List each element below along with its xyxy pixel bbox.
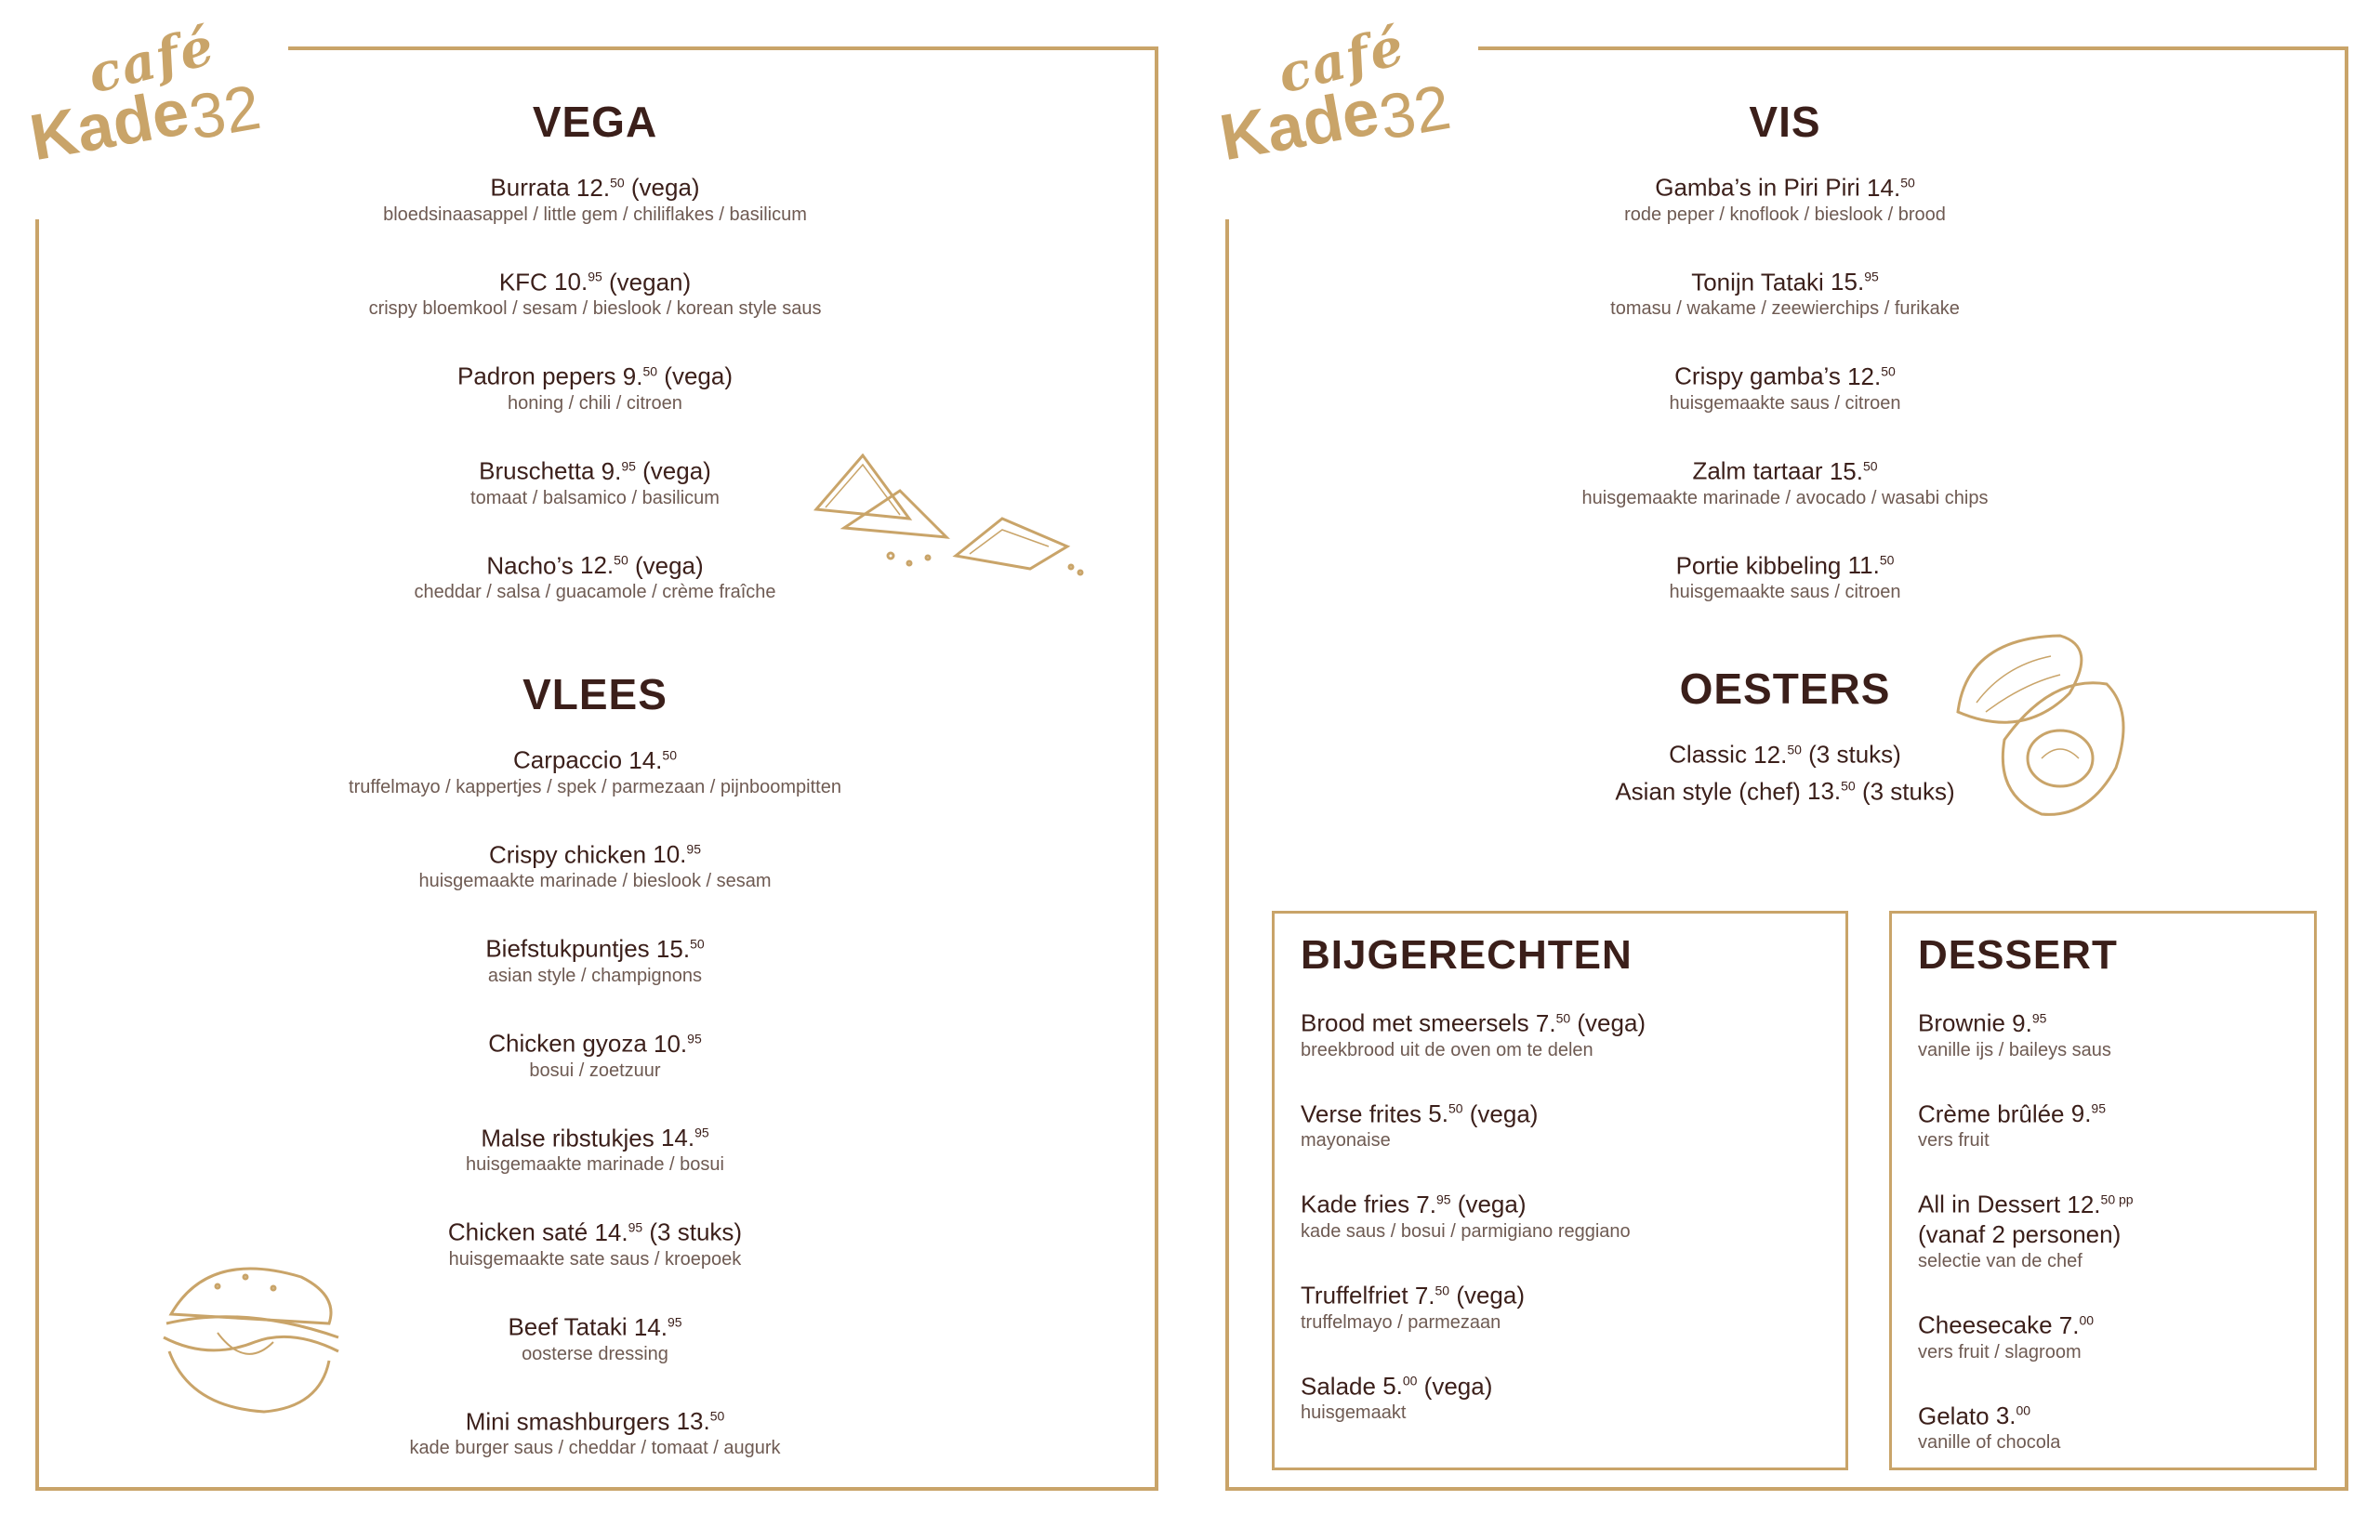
menu-item: [0, 1118, 1190, 1178]
item-price-cents: 50: [1435, 1282, 1450, 1297]
item-name: Padron pepers: [457, 362, 623, 390]
item-price-cents: 50: [662, 747, 677, 762]
item-name-line: [1918, 1396, 2288, 1431]
logo-kade: Kade: [1214, 74, 1384, 175]
item-name-line: [1918, 1094, 2288, 1129]
item-price-cents: 95: [588, 269, 602, 284]
item-price: 9.95: [601, 456, 636, 485]
item-name: Crème brûlée: [1918, 1099, 2071, 1128]
logo-kade: Kade: [24, 74, 194, 175]
item-price-cents: 50: [614, 552, 628, 568]
item-description: huisgemaakte marinade / bieslook / sesam: [418, 871, 772, 892]
item-name-line: [1918, 1305, 2288, 1340]
section-vis: [1190, 97, 2380, 639]
item-price-cents: 95: [686, 841, 701, 857]
item-name: Cheesecake: [1918, 1310, 2059, 1339]
item-price: 7.50: [1535, 1008, 1571, 1037]
item-name-line: [0, 356, 1190, 391]
item-suffix: (vega): [635, 456, 711, 485]
item-name: Gamba’s in Piri Piri: [1655, 173, 1868, 202]
item-price-cents: 95: [1864, 269, 1879, 284]
item-price: 7.50: [1414, 1281, 1450, 1310]
frame-edge-bottom: [1225, 1487, 2348, 1491]
menu-page-right: [1190, 0, 2380, 1540]
item-description: kade burger saus / cheddar / tomaat / augurk: [409, 1438, 781, 1459]
bijgerechten-items: [1301, 1003, 1819, 1425]
item-name-line: [1190, 734, 2380, 770]
menu-item: [1190, 771, 2380, 807]
item-name: Verse frites: [1301, 1099, 1429, 1128]
item-description: kade saus / bosui / parmigiano reggiano: [1301, 1220, 1631, 1242]
section-title: VLEES: [522, 670, 668, 718]
item-price: 10.95: [654, 1029, 702, 1058]
item-description: vanille ijs / baileys saus: [1918, 1039, 2111, 1060]
menu-item: [1190, 262, 2380, 322]
item-name: Tonijn Tataki: [1691, 268, 1831, 296]
menu-item: [1918, 1003, 2288, 1062]
item-price-cents: 95: [1435, 1191, 1451, 1207]
box-dessert: [1889, 911, 2317, 1470]
item-price: 12.50: [1847, 362, 1896, 390]
item-name-line: [0, 835, 1190, 870]
item-price: 11.50: [1847, 551, 1895, 580]
menu-item: [0, 262, 1190, 322]
menu-item: [1190, 167, 2380, 227]
logo-cafe: café: [1272, 15, 1412, 106]
item-description: selectie van de chef: [1918, 1250, 2082, 1271]
oesters-items: [1190, 734, 2380, 806]
item-suffix: (3 stuks): [1855, 777, 1955, 806]
menu-item: [0, 356, 1190, 415]
item-name: All in Dessert: [1918, 1190, 2068, 1218]
item-price-cents: 50: [642, 363, 658, 379]
item-name: Zalm tartaar: [1692, 456, 1830, 485]
item-description: vers fruit: [1918, 1130, 1990, 1152]
item-price: 14.95: [660, 1124, 709, 1152]
item-suffix: (vega): [1450, 1190, 1527, 1218]
item-name-line: [0, 928, 1190, 964]
item-suffix: (vega): [1417, 1372, 1493, 1401]
item-price-cents: 95: [2031, 1010, 2047, 1025]
menu-item: [1301, 1366, 1819, 1426]
item-price: 15.50: [655, 934, 705, 963]
menu-item: [0, 1023, 1190, 1083]
item-price-cents: 50: [1879, 552, 1895, 568]
item-name: Chicken gyoza: [488, 1029, 654, 1058]
item-price: 12.$^{50 pp}$: [2067, 1190, 2134, 1218]
item-name-line: [0, 1212, 1190, 1247]
item-price: 14.95: [633, 1312, 682, 1341]
item-description: huisgemaakte sate saus / kroepoek: [448, 1248, 742, 1270]
menu-item: [1190, 451, 2380, 510]
item-name: Beef Tataki: [508, 1312, 634, 1341]
item-description: mayonaise: [1301, 1130, 1391, 1152]
item-name-line: [1918, 1003, 2288, 1038]
item-name-line: [1301, 1094, 1819, 1129]
item-price: 12.50: [575, 173, 625, 202]
logo-number: 32: [1373, 72, 1456, 153]
item-description: huisgemaakte marinade / bosui: [466, 1154, 724, 1176]
item-name: Nacho’s: [486, 551, 581, 580]
item-name-line: [1918, 1184, 2288, 1219]
item-suffix: (3 stuks): [642, 1218, 743, 1246]
item-description: huisgemaakte saus / citroen: [1669, 582, 1901, 603]
item-price-cents: 00: [2079, 1311, 2095, 1327]
item-price-cents: 95: [694, 1125, 709, 1140]
item-description: bosui / zoetzuur: [529, 1060, 661, 1081]
item-price: 12.50: [1753, 740, 1802, 769]
item-price-cents: 95: [621, 457, 636, 473]
item-name-line: [1190, 451, 2380, 486]
item-price: 5.00: [1382, 1372, 1418, 1401]
item-price: 9.95: [2070, 1099, 2106, 1128]
menu-item: [1918, 1094, 2288, 1153]
item-description: vers fruit / slagroom: [1918, 1341, 2082, 1362]
item-price-cents: 95: [667, 1313, 682, 1329]
item-name: Biefstukpuntjes: [485, 934, 656, 963]
item-price: 14.50: [1867, 173, 1915, 202]
item-name: Carpaccio: [512, 745, 629, 774]
menu-item: [1918, 1396, 2288, 1455]
item-description: breekbrood uit de oven om te delen: [1301, 1039, 1593, 1060]
oysters-illustration: [1949, 628, 2135, 823]
item-description: cheddar / salsa / guacamole / crème fraîche: [414, 582, 776, 603]
menu-item: [0, 740, 1190, 799]
item-name: Crispy chicken: [488, 840, 654, 869]
item-name-line: [1190, 167, 2380, 203]
menu-item: [1301, 1094, 1819, 1153]
item-description: truffelmayo / kappertjes / spek / parmezaan / pijnboompitten: [349, 776, 841, 797]
item-price-cents: 50: [610, 175, 625, 190]
item-name: Brood met smeersels: [1301, 1008, 1536, 1037]
item-price: 7.95: [1416, 1190, 1451, 1218]
item-name-line: [1301, 1366, 1819, 1402]
logo-number: 32: [183, 72, 266, 153]
menu-item: [1301, 1003, 1819, 1062]
item-suffix: (vega): [1462, 1099, 1539, 1128]
item-name: KFC: [498, 268, 555, 296]
item-name: Salade: [1301, 1372, 1383, 1401]
item-description: rode peper / knoflook / bieslook / brood: [1624, 204, 1946, 225]
item-description: oosterse dressing: [522, 1343, 668, 1364]
frame-edge-top: [288, 46, 1158, 50]
item-price: 14.50: [628, 745, 677, 774]
item-description: honing / chili / citroen: [508, 392, 682, 414]
item-price: 5.50: [1428, 1099, 1463, 1128]
item-price-cents: 50: [1900, 175, 1915, 190]
item-price-cents: 50: [1448, 1100, 1463, 1116]
item-name: Portie kibbeling: [1675, 551, 1848, 580]
item-name-line: [0, 167, 1190, 203]
item-price: 13.50: [1806, 777, 1856, 806]
item-description: huisgemaakt: [1301, 1402, 1407, 1424]
menu-item: [1918, 1305, 2288, 1364]
item-name: Classic: [1669, 740, 1754, 769]
item-price-cents: 50: [1862, 457, 1878, 473]
item-name-line: [1301, 1275, 1819, 1310]
item-name-line: [1190, 356, 2380, 391]
item-description: tomaat / balsamico / basilicum: [470, 487, 720, 508]
item-price-cents: 50: [709, 1408, 725, 1424]
item-price: 13.50: [676, 1407, 725, 1436]
item-price: 9.50: [622, 362, 658, 390]
menu-item: [1301, 1275, 1819, 1335]
item-name: Asian style (chef): [1615, 777, 1807, 806]
menu-item: [1190, 546, 2380, 605]
item-price: 7.00: [2058, 1310, 2095, 1339]
item-price-cents: 95: [2091, 1100, 2106, 1116]
item-price: 15.95: [1831, 268, 1879, 296]
menu-item: [0, 167, 1190, 227]
menu-item: [0, 928, 1190, 988]
item-name: Gelato: [1918, 1402, 1996, 1430]
item-suffix: (vega): [1570, 1008, 1646, 1037]
menu-item: [1918, 1184, 2288, 1273]
item-price: 10.95: [554, 268, 602, 296]
item-description: truffelmayo / parmezaan: [1301, 1311, 1501, 1333]
item-price: 14.95: [594, 1218, 643, 1246]
item-name: Truffelfriet: [1301, 1281, 1415, 1310]
item-name-line: [1190, 262, 2380, 297]
item-price: 12.50: [580, 551, 628, 580]
menu-item: [1301, 1184, 1819, 1244]
item-price-cents: 50: [1881, 363, 1896, 379]
item-name-line2: (vanaf 2 personen): [1918, 1219, 2122, 1248]
item-description: huisgemaakte marinade / avocado / wasabi chips: [1581, 487, 1989, 508]
item-price: 15.50: [1829, 456, 1878, 485]
item-description: huisgemaakte saus / citroen: [1669, 392, 1901, 414]
dessert-items: [1918, 1003, 2288, 1454]
item-price-cents: 50: [1841, 778, 1856, 794]
item-price: 10.95: [653, 840, 701, 869]
item-suffix: (vegan): [602, 268, 692, 296]
menu-item: [1190, 356, 2380, 415]
item-name: Malse ribstukjes: [481, 1124, 661, 1152]
nachos-illustration: [807, 454, 1086, 584]
item-name: Chicken saté: [447, 1218, 595, 1246]
item-price-cents: 50 pp: [2100, 1191, 2134, 1207]
item-price-cents: 95: [687, 1030, 702, 1046]
item-price-cents: 00: [1402, 1373, 1418, 1389]
item-name-line: [0, 740, 1190, 775]
item-name: Crispy gamba’s: [1674, 362, 1848, 390]
item-description: bloedsinaasappel / little gem / chiliflakes / basilicum: [383, 204, 807, 225]
item-name: Kade fries: [1301, 1190, 1417, 1218]
item-description: asian style / champignons: [487, 965, 703, 986]
item-price-cents: 50: [1787, 742, 1802, 757]
item-description: tomasu / wakame / zeewierchips / furikake: [1610, 298, 1960, 320]
item-name-line: [1190, 546, 2380, 581]
item-suffix: (vega): [1449, 1281, 1526, 1310]
item-price-cents: 50: [1555, 1010, 1571, 1025]
box-title: DESSERT: [1918, 932, 2118, 978]
item-suffix: (vega): [657, 362, 733, 390]
item-name-line: [0, 1118, 1190, 1153]
section-title: VIS: [1749, 98, 1821, 146]
frame-edge-top: [1478, 46, 2348, 50]
box-bijgerechten: [1272, 911, 1848, 1470]
item-suffix: (vega): [628, 551, 704, 580]
vis-items: [1190, 167, 2380, 604]
item-suffix: (vega): [624, 173, 700, 202]
item-name: Brownie: [1918, 1008, 2013, 1037]
item-name: Mini smashburgers: [465, 1407, 677, 1436]
item-name-line: [0, 262, 1190, 297]
item-price-cents: 95: [628, 1219, 643, 1235]
item-description: crispy bloemkool / sesam / bieslook / korean style saus: [368, 298, 822, 320]
section-oesters: [1190, 664, 2380, 808]
item-name: Bruschetta: [479, 456, 602, 485]
box-title: BIJGERECHTEN: [1301, 932, 1633, 978]
item-price-cents: 00: [2016, 1402, 2031, 1418]
menu-item: [0, 835, 1190, 894]
item-price-cents: 50: [690, 936, 705, 952]
item-name: Burrata: [490, 173, 576, 202]
item-suffix: (3 stuks): [1801, 740, 1901, 769]
item-name-line: [0, 1023, 1190, 1059]
item-price: 3.00: [1995, 1402, 2031, 1430]
item-name-line: [1190, 771, 2380, 807]
item-name-line: [1301, 1003, 1819, 1038]
item-name-line: [1301, 1184, 1819, 1219]
section-title: VEGA: [532, 98, 658, 146]
section-title: OESTERS: [1679, 665, 1891, 713]
item-price: 9.95: [2012, 1008, 2047, 1037]
item-description: vanille of chocola: [1918, 1432, 2061, 1454]
menu-item: [1190, 734, 2380, 770]
logo-cafe: café: [82, 15, 222, 106]
burger-illustration: [152, 1249, 348, 1416]
